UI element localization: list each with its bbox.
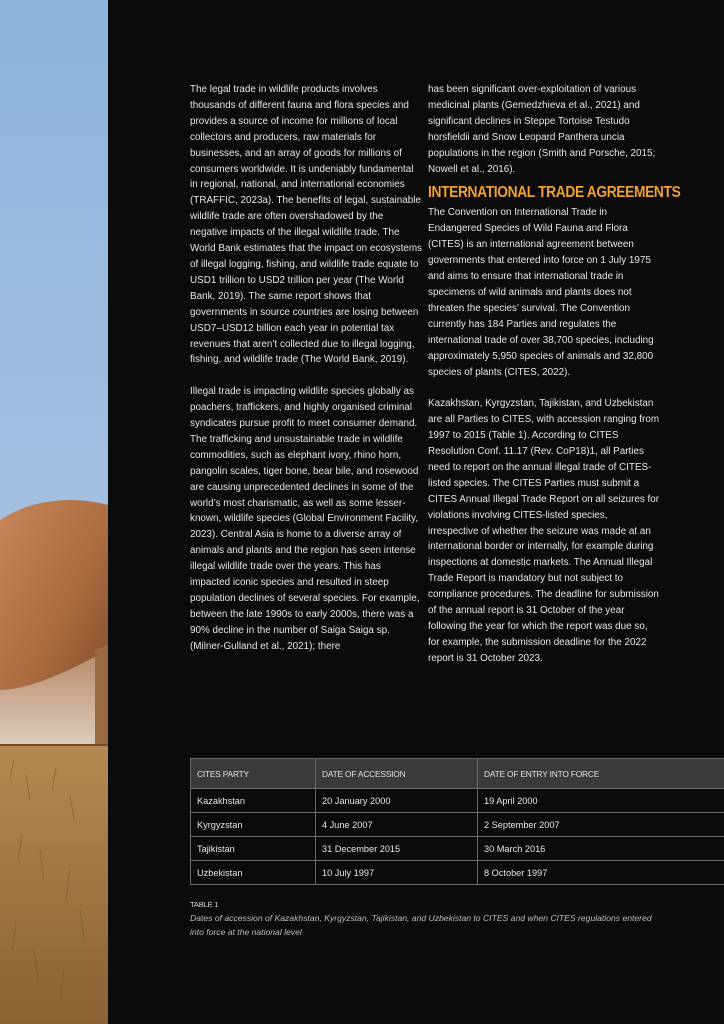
column-header-party: CITES PARTY	[191, 759, 316, 789]
table-row	[191, 789, 724, 813]
table-row	[191, 837, 724, 861]
table-row	[191, 813, 724, 837]
table-caption-label: TABLE 1	[190, 900, 219, 909]
table-cell: 20 January 2000	[316, 789, 478, 813]
table-cell: Kazakhstan	[191, 789, 316, 813]
section-heading: INTERNATIONAL TRADE AGREEMENTS	[428, 184, 681, 202]
saiga-photo-strip	[0, 0, 108, 1024]
saiga-photo-image	[0, 0, 108, 1024]
table-cell: 8 October 1997	[478, 861, 724, 885]
table-cell: 4 June 2007	[316, 813, 478, 837]
body-paragraph: The legal trade in wildlife products involves thousands of different fauna and flora species and provides a source of income for millions of local collectors and producers, raw materials for businesses, and an array of goods for millions of consumers worldwide. It is undeniably fundamental in regional, national, and international economies (TRAFFIC, 2023a). The benefits of legal, sustainable wildlife trade are often overshadowed by the negative impacts of the illegal wildlife trade. The World Bank estimates that the impact on ecosystems of illegal logging, fishing, and wildlife trade equate to USD1 trillion to USD2 trillion per year (The World Bank, 2019). The same report shows that governments in source countries are losing between USD7–USD12 billion each year in potential tax revenues that aren’t collected due to illegal logging, fishing, and wildlife trade (The World Bank, 2019).	[190, 84, 422, 366]
document-page	[108, 0, 724, 1024]
table-cell: 19 April 2000	[478, 789, 724, 813]
body-paragraph: Illegal trade is impacting wildlife species globally as poachers, traffickers, and highly organised criminal syndicates pursue profit to meet consumer demand. The trafficking and unsustainable trade in wildlife commodities, such as elephant ivory, rhino horn, pangolin scales, tiger bone, bear bile, and rosewood are causing unprecedented declines in some of the world’s most charismatic, as well as some lesser-known, wildlife species (Global Environment Facility, 2023). Central Asia is home to a diverse array of animals and plants and the region has seen intense illegal wildlife trade over the years. This has impacted iconic species and resulted in steep population declines of several species. For example, between the late 1990s to early 2000s, there was a 90% decline in the number of Saiga Saiga sp. (Milner-Gulland et al., 2021); there	[190, 386, 420, 652]
table-header-row	[191, 759, 724, 789]
table-cell: 2 September 2007	[478, 813, 724, 837]
left-text-column	[190, 82, 422, 655]
body-paragraph: has been significant over-exploitation of various medicinal plants (Gemedzhieva et al., 2021) and significant declines in Steppe Tortoise Testudo horsfieldii and Snow Leopard Panthera uncia populations in the region (Smith and Porsche, 2015; Nowell et al., 2016).	[428, 84, 656, 175]
table-caption-text: Dates of accession of Kazakhstan, Kyrgyzstan, Tajikistan, and Uzbekistan to CITES and when CITES regulations entered into force at the national level	[190, 913, 652, 937]
column-header-entry-into-force: DATE OF ENTRY INTO FORCE	[478, 759, 724, 789]
table-cell: 30 March 2016	[478, 837, 724, 861]
column-header-accession: DATE OF ACCESSION	[316, 759, 478, 789]
table-cell: Uzbekistan	[191, 861, 316, 885]
table-cell: 10 July 1997	[316, 861, 478, 885]
cites-accession-table	[190, 758, 724, 885]
table-cell: Tajikistan	[191, 837, 316, 861]
table-cell: 31 December 2015	[316, 837, 478, 861]
body-paragraph: The Convention on International Trade in Endangered Species of Wild Fauna and Flora (CITES) is an international agreement between governments that entered into force on 1 July 1975 and aims to ensure that international trade in specimens of wild animals and plants does not threaten the species’ survival. The Convention currently has 184 Parties and regulates the international trade of over 38,700 species, including approximately 5,950 species of animals and 32,800 species of plants (CITES, 2022).	[428, 207, 654, 378]
body-paragraph: Kazakhstan, Kyrgyzstan, Tajikistan, and Uzbekistan are all Parties to CITES, with accession ranging from 1997 to 2015 (Table 1). According to CITES Resolution Conf. 11.17 (Rev. CoP18)1, all Parties need to report on the annual illegal trade of CITES-listed species. The CITES Parties must submit a CITES Annual Illegal Trade Report on all seizures for violations involving CITES-listed species, irrespective of whether the seizure was made at an international border or internally, for example during inspections at domestic markets. The Annual Illegal Trade Report is mandatory but not subject to compliance procedures. The deadline for submission of the annual report is 31 October of the year following the year for which the report was due so, for example, the submission deadline for the 2022 report is 31 October 2023.	[428, 398, 660, 664]
table-cell: Kyrgyzstan	[191, 813, 316, 837]
table-row	[191, 861, 724, 885]
right-text-column	[428, 82, 681, 667]
